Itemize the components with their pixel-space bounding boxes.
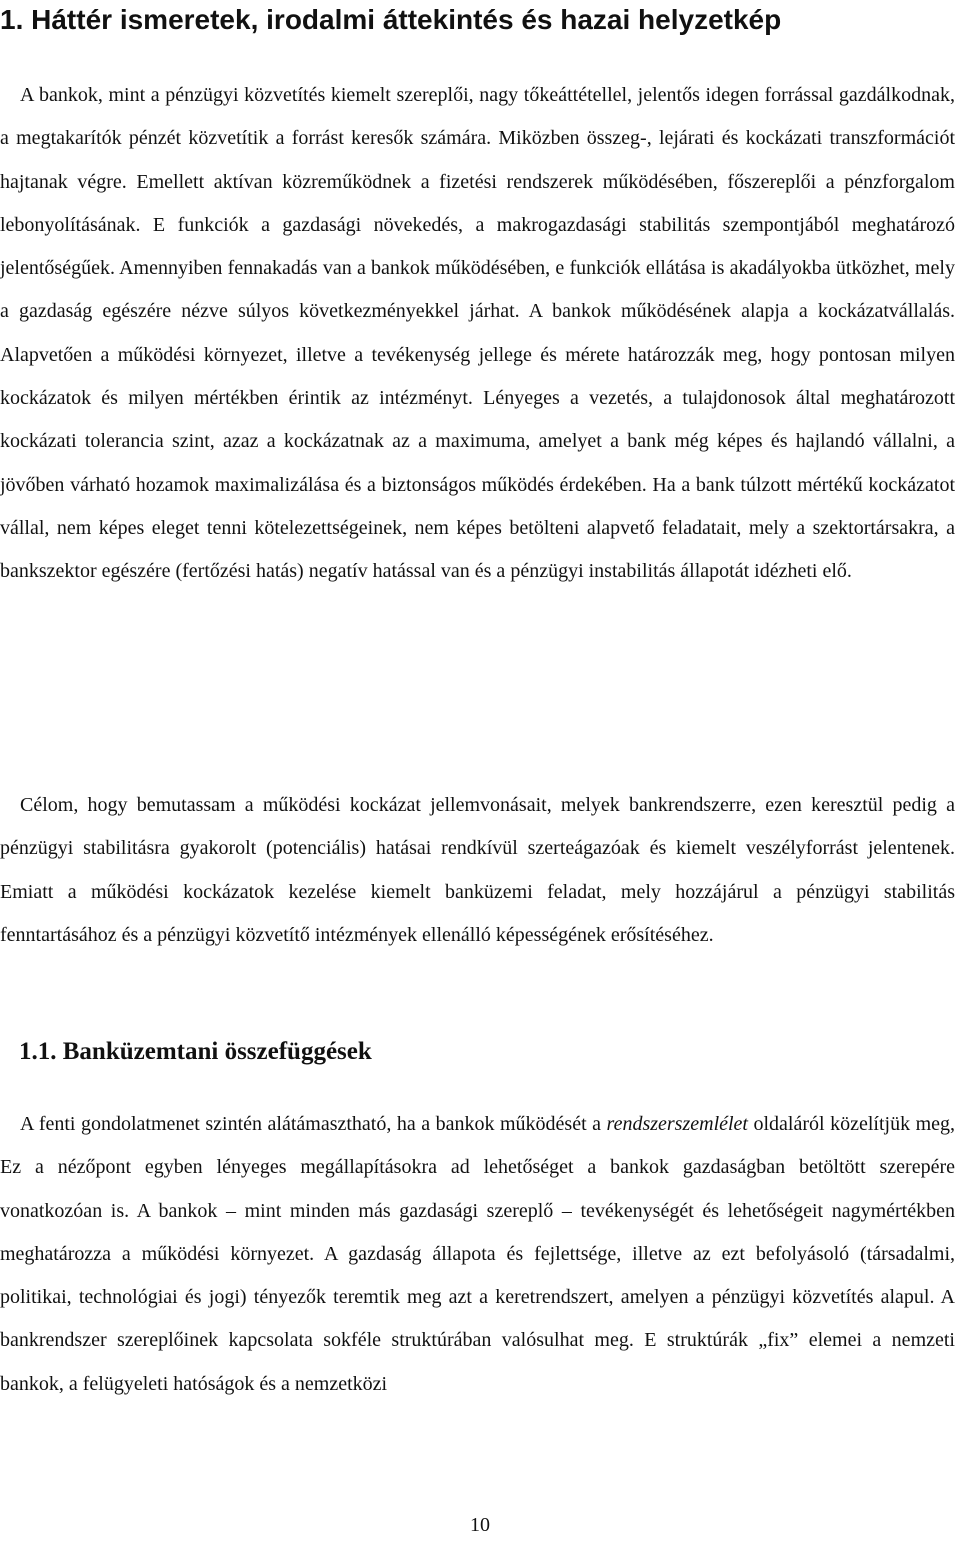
section-paragraph-text: oldaláról közelítjük meg, Ez a nézőpont egyben lényeges megállapításokra ad lehetőséget a bankok gazdaságban betöltött szerepére vonatkozóan is. A bankok – mint minden más gazdasági szereplő – tevékenységét és lehetőségeit nagymértékben meghatározza a működési környezet. A gazdaság állapota és fejlettsége, illetve az ezt befolyásoló (társadalmi, politikai, technológiai és jogi) tényezők teremtik meg azt a keretrendszert, amelyen a pénzügyi közvetítés alapul. A bankrendszer szereplőinek kapcsolata sokféle struktúrában valósulhat meg. E struktúrák „fix” elemei a nemzeti bankok, a felügyeleti hatóságok és a nemzetközi — [0, 1113, 956, 1395]
body-paragraph: Célom, hogy bemutassam a működési kockázat jellemvonásait, melyek bankrendszerre, ezen keresztül pedig a pénzügyi stabilitásra gyakorolt (potenciális) hatásai rendkívül szerteágazóak és kiemelt veszélyforrást jelentenek. Emiatt a működési kockázatok kezelése kiemelt banküzemi feladat, mely hozzájárul a pénzügyi stabilitás fenntartásához és a pénzügyi közvetítő intézmények ellenálló képességének erősítéséhez. — [0, 794, 955, 946]
section-paragraph — [0, 1103, 955, 1406]
page-number: 10 — [470, 1514, 490, 1536]
chapter-title: 1. Háttér ismeretek, irodalmi áttekintés és hazai helyzetkép — [0, 4, 782, 35]
section-paragraph-text: A fenti gondolatmenet szintén alátámasztható, ha a bankok működését a — [20, 1113, 607, 1135]
body-paragraph: A bankok, mint a pénzügyi közvetítés kiemelt szereplői, nagy tőkeáttétellel, jelentős idegen forrással gazdálkodnak, a megtakarítók pénzét közvetítik a forrást keresők számára. Miközben összeg-, lejárati és kockázati transzformációt hajtanak végre. Emellett aktívan közreműködnek a fizetési rendszerek működésében, főszereplői a pénzforgalom lebonyolításának. E funkciók a gazdasági növekedés, a makrogazdasági stabilitás szempontjából meghatározó jelentőségűek. Amennyiben fennakadás van a bankok működésében, e funkciók ellátása is akadályokba ütközhet, mely a gazdaság egészére nézve súlyos következményekkel járhat. A bankok működésének alapja a kockázatvállalás. Alapvetően a működési környezet, illetve a tevékenység jellege és mérete határozzák meg, hogy pontosan milyen kockázatok és milyen mértékben érintik az intézményt. Lényeges a vezetés, a tulajdonosok által meghatározott kockázati tolerancia szint, azaz a kockázatnak az a maximuma, amelyet a bank még képes és hajlandó vállalni, a jövőben várható hozamok maximalizálása és a biztonságos működés érdekében. Ha a bank túlzott mértékű kockázatot vállal, nem képes eleget tenni kötelezettségeinek, nem képes betölteni alapvető feladatait, mely a szektortársakra, a bankszektor egészére (fertőzési hatás) negatív hatással van és a pénzügyi instabilitás állapotát idézheti elő. — [0, 84, 955, 583]
italic-term: rendszerszemlélet — [606, 1113, 748, 1135]
section-title: 1.1. Banküzemtani összefüggések — [19, 1038, 372, 1065]
